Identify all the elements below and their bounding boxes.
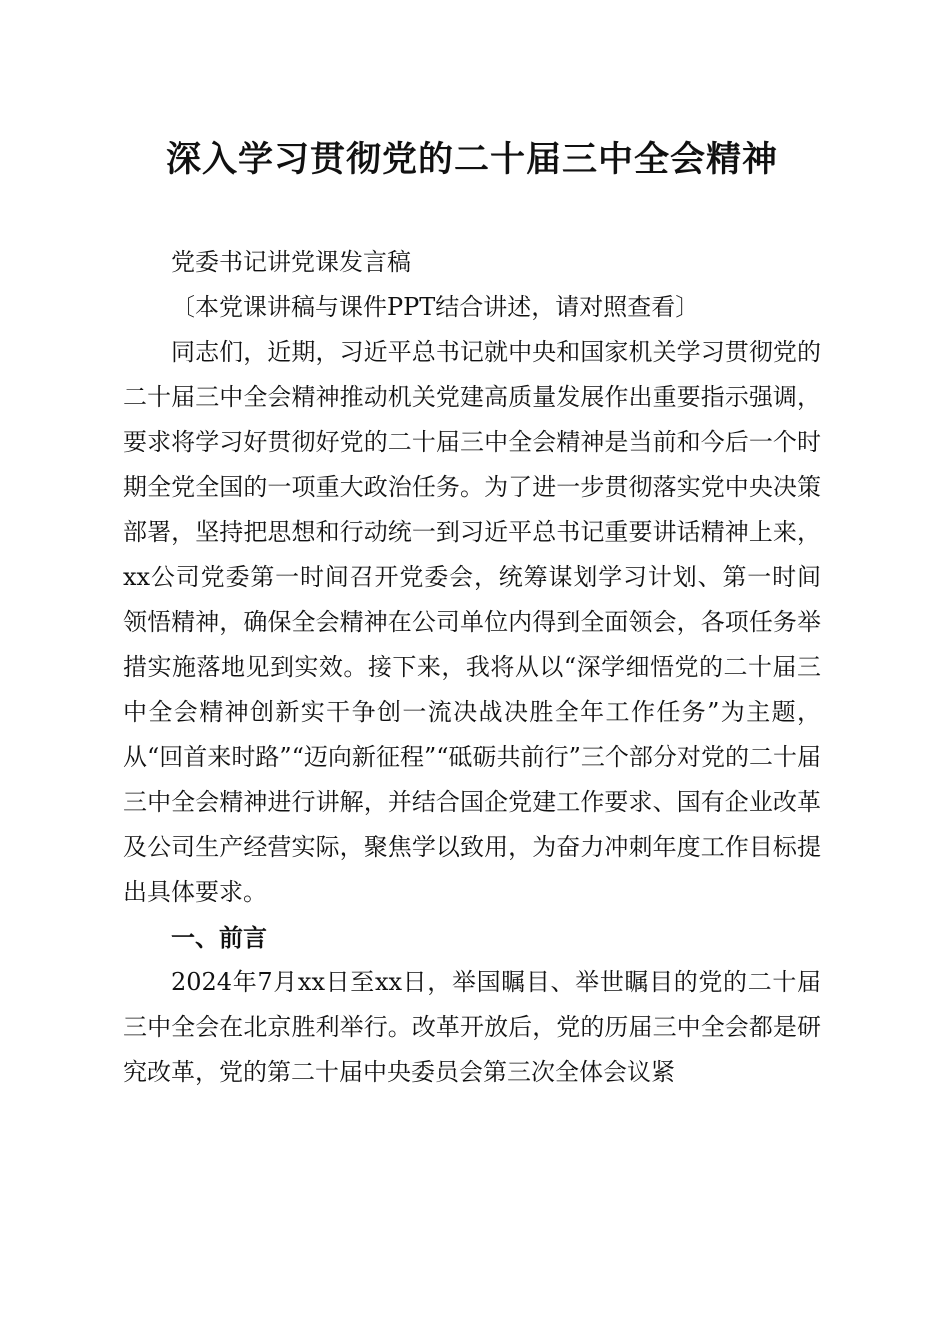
document-subtitle: 党委书记讲党课发言稿 xyxy=(171,248,411,276)
document-note: 〔本党课讲稿与课件PPT结合讲述，请对照查看〕 xyxy=(171,293,700,321)
paragraph-preface: 2024年7月xx日至xx日，举国瞩目、举世瞩目的党的二十届三中全会在北京胜利举行。改革开放后，党的历届三中全会都是研究改革，党的第二十届中央委员会第三次全体会议紧 xyxy=(123,968,821,1086)
document-body xyxy=(123,128,821,1095)
section-heading-preface: 一、前言 xyxy=(171,923,267,952)
paragraph-intro: 同志们，近期，习近平总书记就中央和国家机关学习贯彻党的二十届三中全会精神推动机关党建高质量发展作出重要指示强调，要求将学习好贯彻好党的二十届三中全会精神是当前和今后一个时期全党全国的一项重大政治任务。为了进一步贯彻落实党中央决策部署，坚持把思想和行动统一到习近平总书记重要讲话精神上来，xx公司党委第一时间召开党委会，统筹谋划学习计划、第一时间领悟精神，确保全会精神在公司单位内得到全面领会，各项任务举措实施落地见到实效。接下来，我将从以“深学细悟党的二十届三中全会精神创新实干争创一流决战决胜全年工作任务”为主题，从“回首来时路”“迈向新征程”“砥砺共前行”三个部分对党的二十届三中全会精神进行讲解，并结合国企党建工作要求、国有企业改革及公司生产经营实际，聚焦学以致用，为奋力冲刺年度工作目标提出具体要求。 xyxy=(123,338,821,906)
document-title: 深入学习贯彻党的二十届三中全会精神 xyxy=(165,139,778,180)
